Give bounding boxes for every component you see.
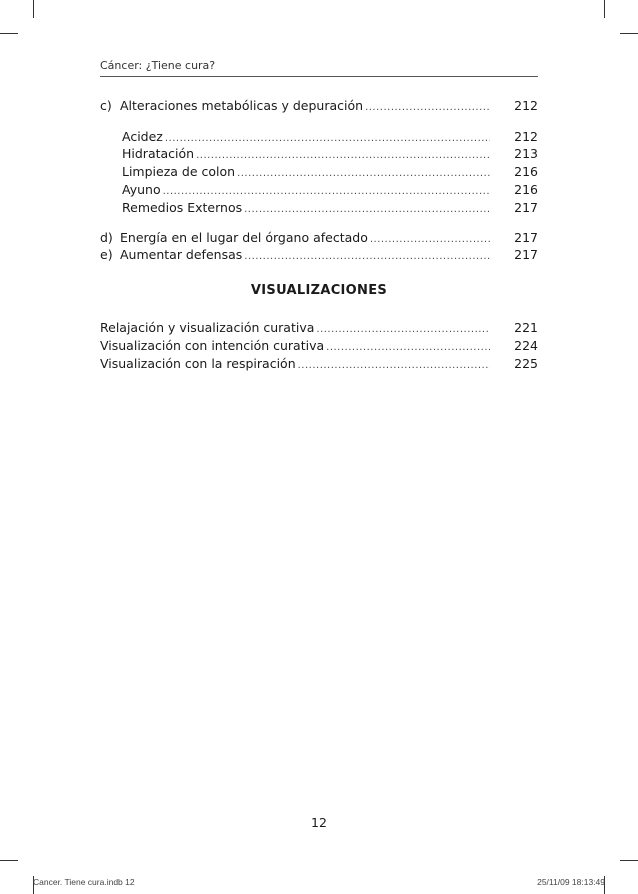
crop-mark [620,33,638,34]
toc-subentry[interactable] [122,182,538,200]
dot-leader [237,166,490,182]
toc-title: Visualización con intención curativa [100,338,325,353]
toc-title: Relajación y visualización curativa [100,320,315,335]
toc-title: Energía en el lugar del órgano afectado [120,230,368,245]
toc-page: 213 [514,146,538,161]
toc-page: 216 [514,182,538,197]
toc-marker: d) [100,230,113,245]
toc-title: Alteraciones metabólicas y depuración [120,98,364,113]
toc-title: Acidez [122,129,163,144]
toc-page: 224 [514,338,538,353]
toc-page: 217 [514,247,538,262]
toc-title: Hidratación [122,146,195,161]
dot-leader [316,322,490,338]
page-number: 12 [311,815,327,830]
toc-subentry[interactable] [122,200,538,218]
print-slug-timestamp: 25/11/09 18:13:49 [537,877,605,887]
print-slug-file: Cancer. Tiene cura.indb 12 [33,877,135,887]
toc-subentry[interactable] [122,164,538,182]
toc-marker: c) [100,98,112,113]
running-header: Cáncer: ¿Tiene cura? [100,59,216,72]
dot-leader [326,340,490,356]
toc-title: Aumentar defensas [120,247,243,262]
toc-title: Remedios Externos [122,200,243,215]
dot-leader [163,184,490,200]
toc-title: Limpieza de colon [122,164,236,179]
toc-entry-d[interactable] [100,230,538,248]
toc-subentry[interactable] [122,129,538,147]
section-heading: VISUALIZACIONES [250,283,388,298]
toc-entry-e[interactable] [100,247,538,265]
toc-page: 212 [514,129,538,144]
crop-mark [620,860,638,861]
toc-entry-visualization[interactable] [100,338,538,356]
toc-page: 216 [514,164,538,179]
toc-title: Ayuno [122,182,161,197]
header-rule [100,76,538,77]
dot-leader [165,131,490,147]
toc-page: 217 [514,230,538,245]
toc-page: 212 [514,98,538,113]
toc-page: 217 [514,200,538,215]
dot-leader [365,100,490,116]
crop-mark [33,0,34,18]
toc-title: Visualización con la respiración [100,356,296,371]
toc-marker: e) [100,247,113,262]
crop-mark [604,0,605,18]
dot-leader [370,232,490,248]
dot-leader [244,202,490,218]
toc-subentry[interactable] [122,146,538,164]
toc-entry-c[interactable] [100,98,538,116]
dot-leader [196,148,490,164]
toc-page: 225 [514,356,538,371]
dot-leader [298,358,490,374]
toc-entry-visualization[interactable] [100,356,538,374]
crop-mark [0,860,18,861]
crop-mark [0,33,18,34]
toc-page: 221 [514,320,538,335]
toc-entry-visualization[interactable] [100,320,538,338]
dot-leader [244,249,490,265]
